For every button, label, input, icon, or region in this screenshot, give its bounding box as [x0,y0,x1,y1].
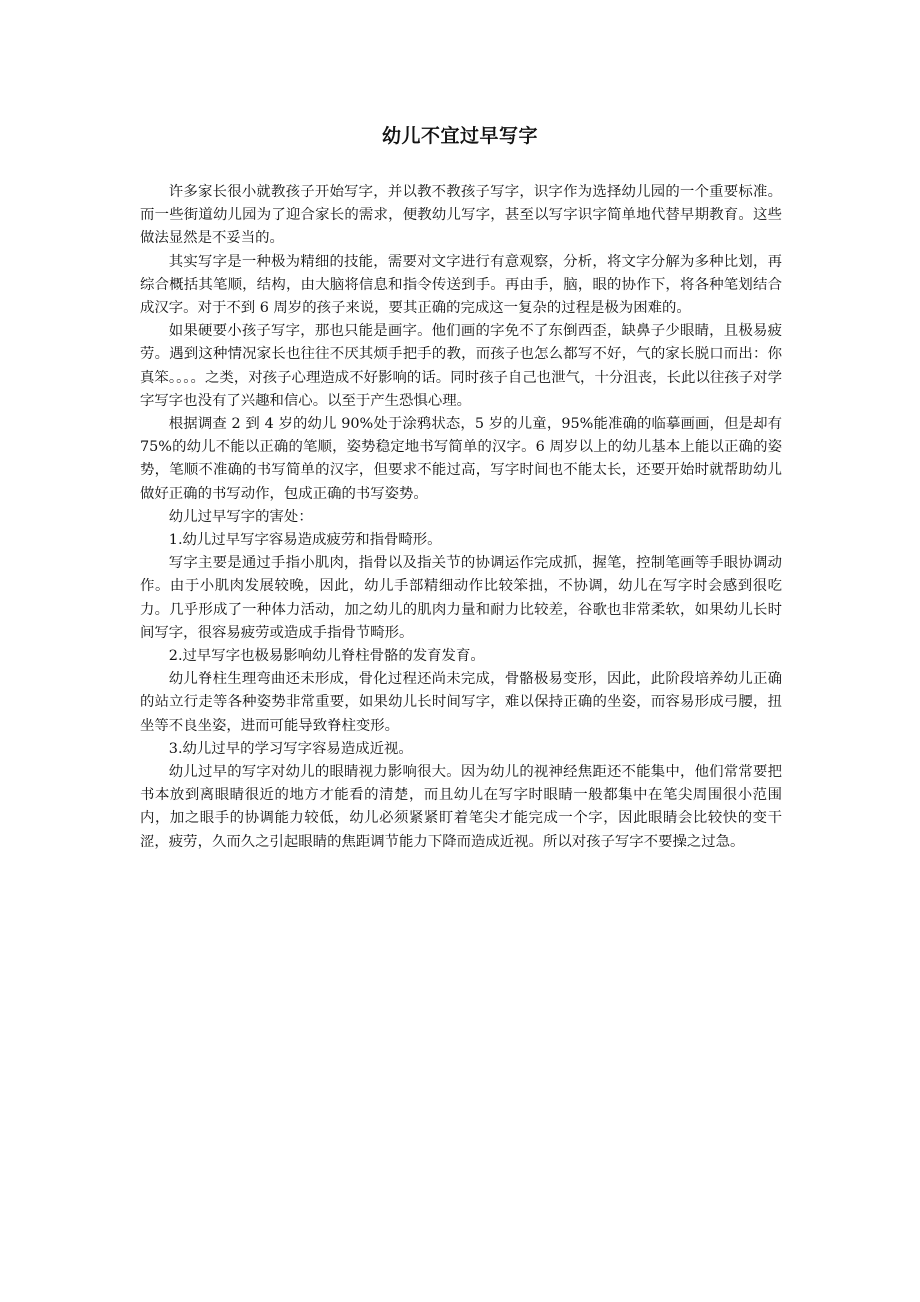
paragraph-harm-1-heading: 1.幼儿过早写字容易造成疲劳和指骨畸形。 [168,532,442,549]
paragraph-survey: 根据调查 2 到 4 岁的幼儿 90%处于涂鸦状态，5 岁的儿童，95%能准确的临摹画画，但是却有 75%的幼儿不能以正确的笔顺，姿势稳定地书写简单的汉字。6 周岁以上的幼儿基本上能以正确的姿势，笔顺不准确的书写简单的汉字，但要求不能过高，写字时间也不能太长，还要开始时就帮助幼儿做好正确的书写动作，包成正确的书写姿势。 [140,416,782,502]
paragraph-harms-heading: 幼儿过早写字的害处： [168,508,313,525]
document-body [140,181,782,854]
paragraph-intro: 许多家长很小就教孩子开始写字，并以教不教孩子写字，识字作为选择幼儿园的一个重要标准。而一些街道幼儿园为了迎合家长的需求，便教幼儿写字，甚至以写字识字简单地代替早期教育。这些做法显然是不妥当的。 [140,184,782,247]
paragraph-harm-3-body: 幼儿过早的写字对幼儿的眼睛视力影响很大。因为幼儿的视神经焦距还不能集中，他们常常要把书本放到离眼睛很近的地方才能看的清楚，而且幼儿在写字时眼睛一般都集中在笔尖周围很小范围内，加之眼手的协调能力较低，幼儿必须紧紧盯着笔尖才能完成一个字，因此眼睛会比较快的变干涩，疲劳，久而久之引起眼睛的焦距调节能力下降而造成近视。所以对孩子写字不要操之过急。 [140,764,782,850]
paragraph-harm-3-heading: 3.幼儿过早的学习写字容易造成近视。 [168,740,413,757]
paragraph-harm-1-body: 写字主要是通过手指小肌肉，指骨以及指关节的协调运作完成抓，握笔，控制笔画等手眼协调动作。由于小肌肉发展较晚，因此，幼儿手部精细动作比较笨拙，不协调，幼儿在写字时会感到很吃力。几乎形成了一种体力活动，加之幼儿的肌肉力量和耐力比较差，谷歌也非常柔软，如果幼儿长时间写字，很容易疲劳或造成手指骨节畸形。 [140,555,782,641]
paragraph-harm-2-heading: 2.过早写字也极易影响幼儿脊柱骨骼的发育发育。 [168,648,485,665]
paragraph-harm-2-body: 幼儿脊柱生理弯曲还未形成，骨化过程还尚未完成，骨骼极易变形，因此，此阶段培养幼儿正确的站立行走等各种姿势非常重要，如果幼儿长时间写字，难以保持正确的坐姿，而容易形成弓腰，扭坐等不良坐姿，进而可能导致脊柱变形。 [140,671,782,734]
paragraph-writing-skill: 其实写字是一种极为精细的技能，需要对文字进行有意观察，分析，将文字分解为多种比划，再综合概括其笔顺，结构，由大脑将信息和指令传送到手。再由手，脑，眼的协作下，将各种笔划结合成汉字。对于不到 6 周岁的孩子来说，要其正确的完成这一复杂的过程是极为困难的。 [140,253,782,317]
paragraph-drawing-characters: 如果硬要小孩子写字，那也只能是画字。他们画的字免不了东倒西歪，缺鼻子少眼睛，且极易疲劳。遇到这种情况家长也往往不厌其烦手把手的教，而孩子也怎么都写不好，气的家长脱口而出：你真笨。。。。之类，对孩子心理造成不好影响的话。同时孩子自己也泄气，十分沮丧，长此以往孩子对学字写字也没有了兴趣和信心。以至于产生恐惧心理。 [140,323,782,409]
document-title: 幼儿不宜过早写字 [381,125,538,147]
